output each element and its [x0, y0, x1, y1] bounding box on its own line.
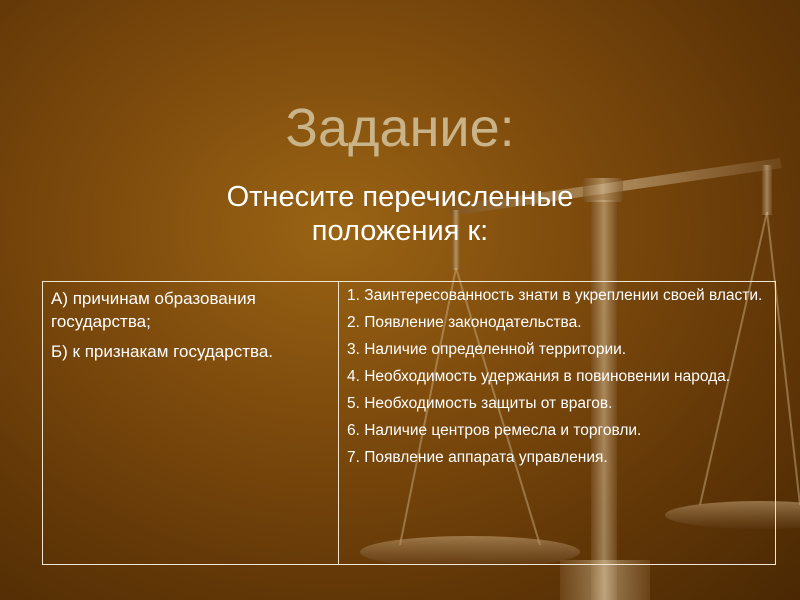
category-item: А) причинам образования государства;	[51, 289, 256, 331]
statement-item: 2. Появление законодательства.	[347, 314, 582, 331]
statement-item: 4. Необходимость удержания в повиновении народа.	[347, 368, 731, 385]
statement-item: 3. Наличие определенной территории.	[347, 341, 627, 358]
slide-subtitle	[140, 180, 660, 248]
statement-item: 1. Заинтересованность знати в укреплении своей власти.	[347, 287, 763, 304]
task-table	[42, 281, 776, 565]
category-item: Б) к признакам государства.	[51, 342, 274, 361]
statement-item: 5. Необходимость защиты от врагов.	[347, 395, 613, 412]
subtitle-line-2: положения к:	[311, 215, 489, 247]
statement-item: 7. Появление аппарата управления.	[347, 449, 608, 466]
slide-title: Задание:	[285, 98, 515, 158]
statement-item: 6. Наличие центров ремесла и торговли.	[347, 422, 642, 439]
categories-column	[43, 282, 339, 564]
subtitle-line-1: Отнесите перечисленные	[226, 181, 574, 213]
statements-column	[339, 282, 775, 564]
